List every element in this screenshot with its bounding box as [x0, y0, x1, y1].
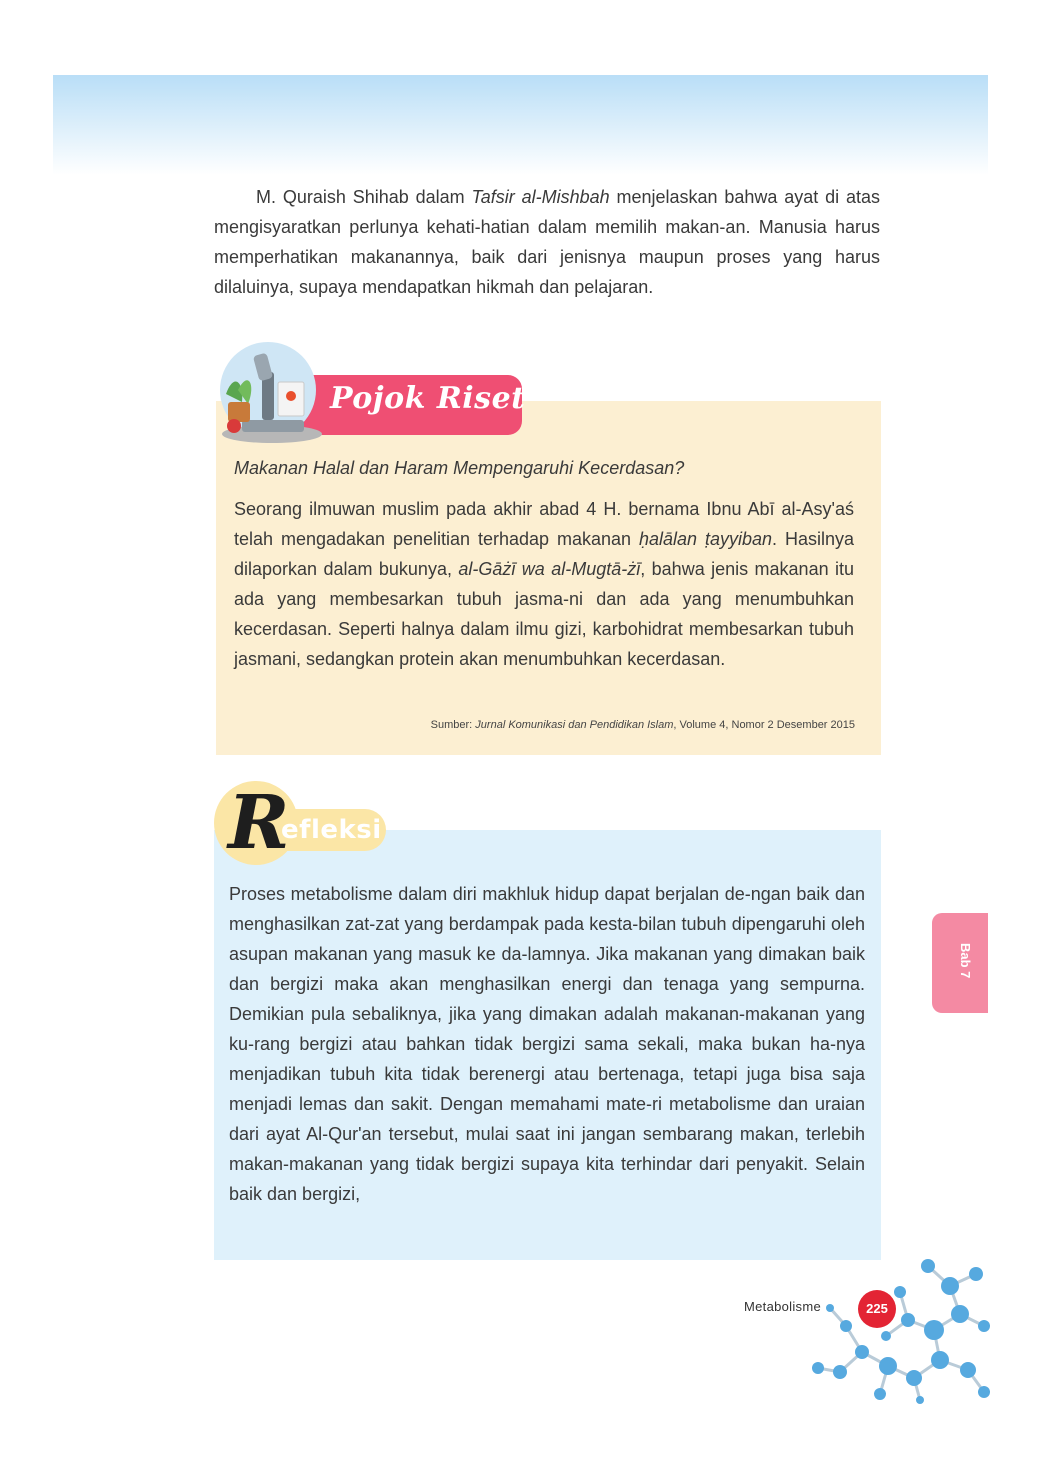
molecule-icon	[800, 1252, 990, 1404]
refleksi-heading: efleksi	[281, 815, 382, 845]
term-halalan: ḥalālan ṭayyiban	[638, 529, 773, 549]
refleksi-body: Proses metabolisme dalam diri makhluk hidup dapat berjalan de-ngan baik dan menghasilkan zat-zat yang berdampak pada kesta-bilan tubuh dipengaruhi oleh asupan makanan yang masuk ke da-lamnya. Jika makanan yang dimakan baik dan bergizi maka akan menghasilkan energi dan tenaga yang sempurna. Demikian pula sebaliknya, jika yang dimakan adalah makanan-makanan yang ku-rang bergizi atau bahkan tidak bergizi sama sekali, maka bukan ha-nya menjadikan tubuh kita tidak berenergi atau bertenaga, tetapi juga bisa saja menjadi lemas dan sakit. Dengan memahami mate-ri metabolisme dan uraian dari ayat Al-Qur'an tersebut, mulai saat ini jangan sembarang makan, terlebih makan-makanan yang tidak bergizi supaya kita terhindar dari penyakit. Selain baik dan bergizi,	[229, 884, 865, 1204]
riset-question: Makanan Halal dan Haram Mempengaruhi Kecerdasan?	[234, 458, 685, 478]
book-name: al-Gāżī wa al-Mugtā-żī	[458, 559, 641, 579]
intro-paragraph: M. Quraish Shihab dalam Tafsir al-Mishbah menjelaskan bahwa ayat di atas mengisyaratkan perlunya kehati-hatian dalam memilih makan-an. Manusia harus memperhatikan makanannya, baik dari jenisnya maupun proses yang harus dilaluinya, supaya mendapatkan hikmah dan pelajaran.	[214, 187, 880, 297]
book-title: Tafsir al-Mishbah	[471, 187, 610, 207]
pojok-riset-heading: Pojok Riset	[330, 381, 526, 416]
microscope-icon	[212, 342, 324, 444]
riset-source: Sumber: Jurnal Komunikasi dan Pendidikan Islam, Volume 4, Nomor 2 Desember 2015	[430, 719, 855, 731]
riset-body: Seorang ilmuwan muslim pada akhir abad 4 H. bernama Ibnu Abī al-Asy'aś telah mengadakan penelitian terhadap makanan ḥalālan ṭayyiban. Hasilnya dilaporkan dalam bukunya, al-Gāżī wa al-Mugtā-żī, bahwa jenis makanan itu ada yang membesarkan tubuh jasma-ni dan ada yang menumbuhkan kecerdasan. Seperti halnya dalam ilmu gizi, karbohidrat membesarkan tubuh jasmani, sedangkan protein akan menumbuhkan kecerdasan.	[234, 499, 855, 669]
header-band	[53, 75, 988, 175]
refleksi-initial: R	[228, 780, 290, 866]
page-number: 225	[858, 1290, 896, 1328]
footer-chapter-name: Metabolisme	[744, 1299, 821, 1314]
chapter-tab-label: Bab 7	[958, 943, 973, 979]
